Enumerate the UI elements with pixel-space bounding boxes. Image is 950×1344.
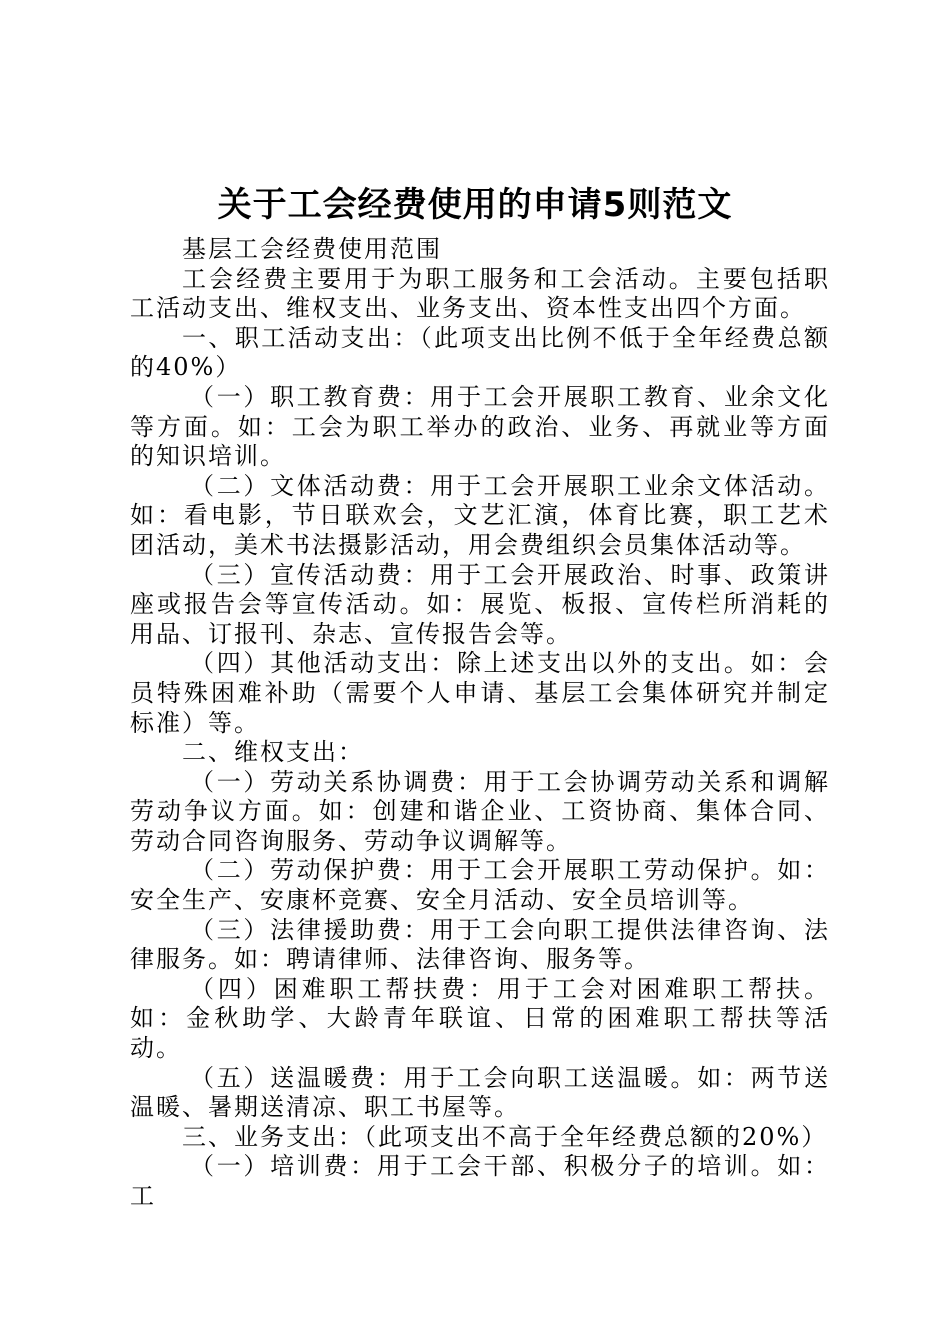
- paragraph: 二、维权支出：: [182, 738, 364, 767]
- paragraph: （四）困难职工帮扶费：用于工会对困难职工帮扶。如：金秋助学、大龄青年联谊、日常的困难职工帮扶等活动。: [130, 974, 830, 1063]
- paragraph: （一）培训费：用于工会干部、积极分子的培训。如：工: [130, 1152, 830, 1210]
- paragraph: （一）职工教育费：用于工会开展职工教育、业余文化等方面。如：工会为职工举办的政治、业务、再就业等方面的知识培训。: [130, 382, 830, 471]
- paragraph: 一、职工活动支出：（此项支出比例不低于全年经费总额的40%）: [130, 323, 830, 382]
- paragraph: （四）其他活动支出：除上述支出以外的支出。如：会员特殊困难补助（需要个人申请、基层工会集体研究并制定标准）等。: [130, 649, 830, 737]
- paragraph: 工会经费主要用于为职工服务和工会活动。主要包括职工活动支出、维权支出、业务支出、资本性支出四个方面。: [130, 264, 830, 323]
- paragraph: （五）送温暖费：用于工会向职工送温暖。如：两节送温暖、暑期送清凉、职工书屋等。: [130, 1063, 830, 1122]
- paragraph: （三）宣传活动费：用于工会开展政治、时事、政策讲座或报告会等宣传活动。如：展览、板报、宣传栏所消耗的用品、订报刊、杂志、宣传报告会等。: [130, 560, 830, 648]
- paragraph: （一）劳动关系协调费：用于工会协调劳动关系和调解劳动争议方面。如：创建和谐企业、工资协商、集体合同、劳动合同咨询服务、劳动争议调解等。: [130, 767, 830, 855]
- document-title: 关于工会经费使用的申请5则范文: [217, 185, 733, 225]
- document-body: [130, 235, 830, 1212]
- paragraph: （二）劳动保护费：用于工会开展职工劳动保护。如：安全生产、安康杯竞赛、安全月活动、安全员培训等。: [130, 856, 830, 915]
- paragraph: 三、业务支出：（此项支出不高于全年经费总额的20%）: [182, 1122, 828, 1151]
- paragraph: 基层工会经费使用范围: [182, 235, 442, 263]
- paragraph: （二）文体活动费：用于工会开展职工业余文体活动。如：看电影，节日联欢会，文艺汇演，体育比赛，职工艺术团活动，美术书法摄影活动，用会费组织会员集体活动等。: [130, 471, 830, 559]
- paragraph: （三）法律援助费：用于工会向职工提供法律咨询、法律服务。如：聘请律师、法律咨询、服务等。: [130, 915, 830, 974]
